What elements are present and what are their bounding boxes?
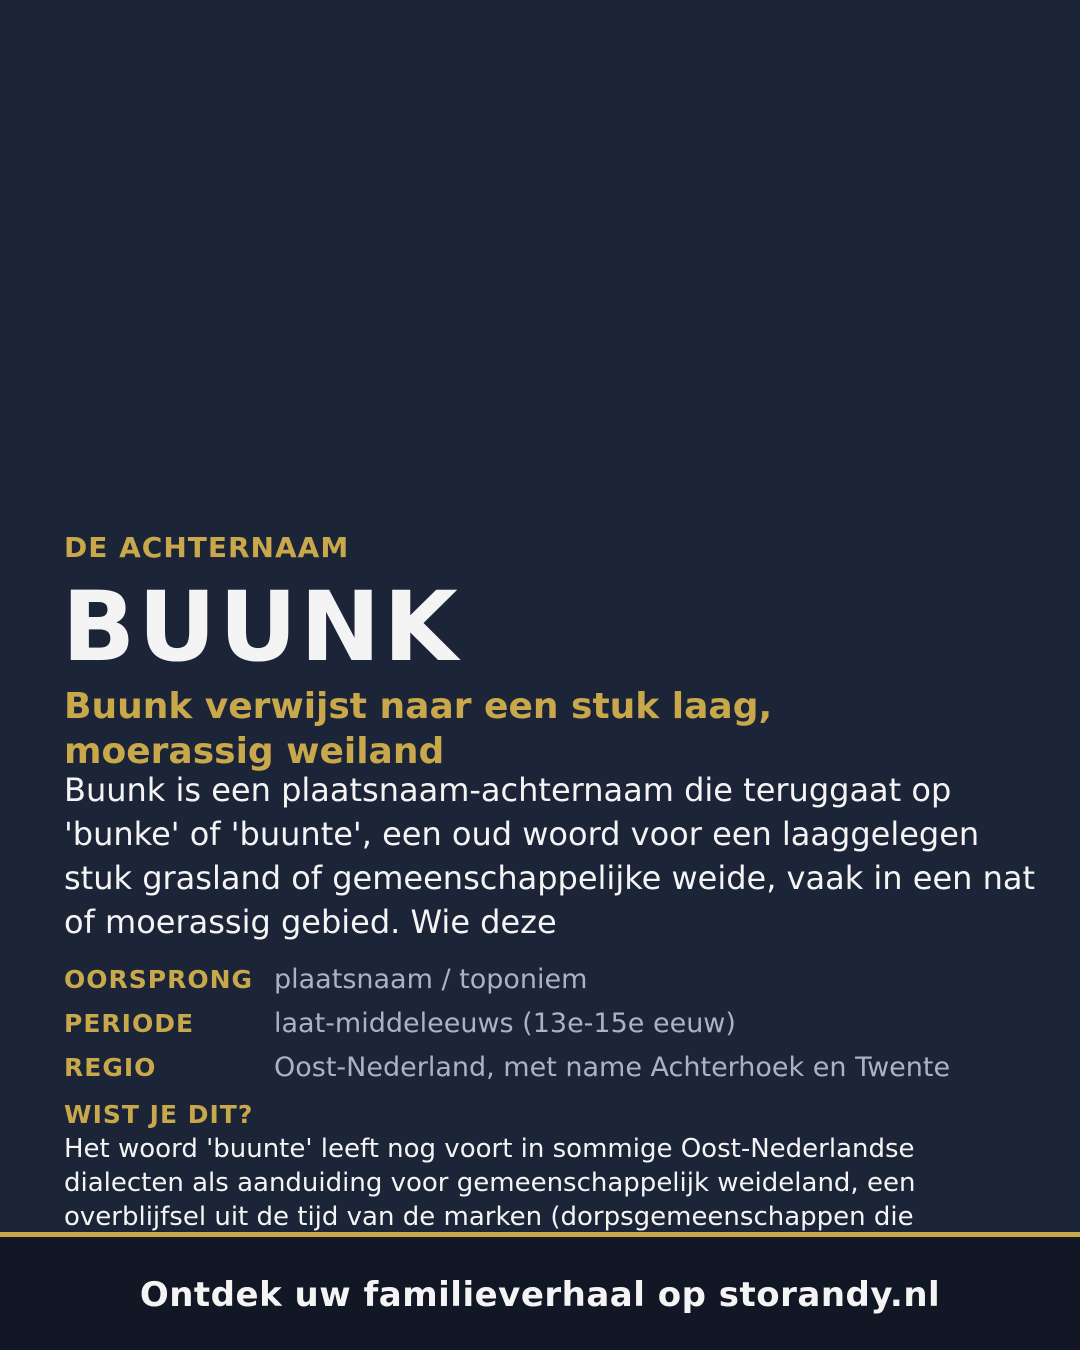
- fact-label: PERIODE: [64, 1009, 195, 1038]
- fact-value: laat-middeleeuws (13e-15e eeuw): [274, 1008, 736, 1039]
- fact-value: Oost-Nederland, met name Achterhoek en Twente: [274, 1052, 951, 1083]
- surname-title: BUUNK: [62, 571, 461, 683]
- fact-row-period: [64, 1002, 1064, 1046]
- fact-label: REGIO: [64, 1053, 157, 1082]
- footer-banner: [0, 1232, 1080, 1350]
- trivia-text: Het woord 'buunte' leeft nog voort in sommige Oost-Nederlandse dialecten als aanduiding voor gemeenschappelijk weideland, een overblijfsel uit de tijd van de marken (dorpsgemeenschappen die: [64, 1134, 916, 1232]
- trivia-label: WIST JE DIT?: [64, 1100, 254, 1129]
- eyebrow-label: DE ACHTERNAAM: [64, 531, 350, 564]
- fact-label: OORSPRONG: [64, 965, 254, 994]
- fact-row-origin: [64, 958, 1064, 1002]
- facts-list: [64, 958, 1064, 1090]
- fact-row-region: [64, 1046, 1064, 1090]
- footer-cta-link[interactable]: Ontdek uw familieverhaal op storandy.nl: [139, 1274, 941, 1315]
- intro-paragraph: Buunk is een plaatsnaam-achternaam die teruggaat op 'bunke' of 'buunte', een oud woord voor een laaggelegen stuk grasland of gemeenschappelijke weide, vaak in een nat of moerassig gebied. Wie deze: [64, 771, 1036, 941]
- meaning-headline: Buunk verwijst naar een stuk laag, moerassig weiland: [64, 686, 773, 772]
- fact-value: plaatsnaam / toponiem: [274, 964, 588, 995]
